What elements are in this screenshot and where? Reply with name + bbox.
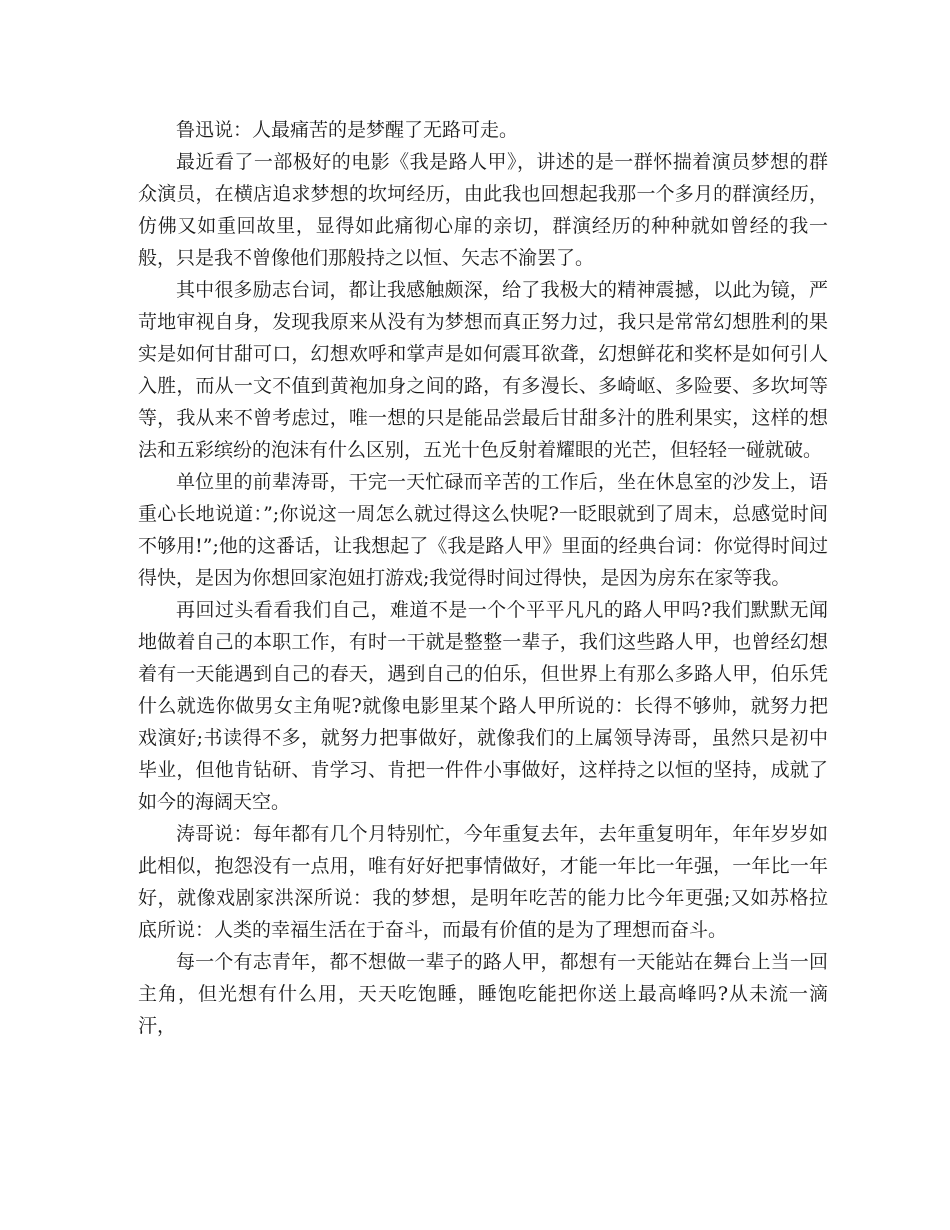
- paragraph: 最近看了一部极好的电影《我是路人甲》，讲述的是一群怀揣着演员梦想的群众演员，在横店追求梦想的坎坷经历，由此我也回想起我那一个多月的群演经历，仿佛又如重回故里，显得如此痛彻心扉的亲切，群演经历的种种就如曾经的我一般，只是我不曾像他们那般持之以恒、矢志不渝罢了。: [138, 151, 828, 269]
- document-body: [138, 114, 828, 1042]
- paragraph: 涛哥说：每年都有几个月特别忙，今年重复去年，去年重复明年，年年岁岁如此相似，抱怨没有一点用，唯有好好把事情做好，才能一年比一年强，一年比一年好，就像戏剧家洪深所说：我的梦想，是明年吃苦的能力比今年更强;又如苏格拉底所说：人类的幸福生活在于奋斗，而最有价值的是为了理想而奋斗。: [138, 823, 828, 941]
- paragraph: 每一个有志青年，都不想做一辈子的路人甲，都想有一天能站在舞台上当一回主角，但光想有什么用，天天吃饱睡，睡饱吃能把你送上最高峰吗?从未流一滴汗，: [138, 951, 828, 1037]
- paragraph: 再回过头看看我们自己，难道不是一个个平平凡凡的路人甲吗?我们默默无闻地做着自己的本职工作，有时一干就是整整一辈子，我们这些路人甲，也曾经幻想着有一天能遇到自己的春天，遇到自己的伯乐，但世界上有那么多路人甲，伯乐凭什么就选你做男女主角呢?就像电影里某个路人甲所说的：长得不够帅，就努力把戏演好;书读得不多，就努力把事做好，就像我们的上属领导涛哥，虽然只是初中毕业，但他肯钻研、肯学习、肯把一件件小事做好，这样持之以恒的坚持，成就了如今的海阔天空。: [138, 599, 828, 813]
- paragraph: 鲁迅说：人最痛苦的是梦醒了无路可走。: [176, 119, 519, 141]
- paragraph: 其中很多励志台词，都让我感触颇深，给了我极大的精神震撼，以此为镜，严苛地审视自身，发现我原来从没有为梦想而真正努力过，我只是常常幻想胜利的果实是如何甘甜可口，幻想欢呼和掌声是如何震耳欲聋，幻想鲜花和奖杯是如何引人入胜，而从一文不值到黄袍加身之间的路，有多漫长、多崎岖、多险要、多坎坷等等，我从来不曾考虑过，唯一想的只是能品尝最后甘甜多汁的胜利果实，这样的想法和五彩缤纷的泡沫有什么区别，五光十色反射着耀眼的光芒，但轻轻一碰就破。: [138, 279, 828, 461]
- paragraph: 单位里的前辈涛哥，干完一天忙碌而辛苦的工作后，坐在休息室的沙发上，语重心长地说道：”;你说这一周怎么就过得这么快呢?一眨眼就到了周末，总感觉时间不够用!”;他的这番话，让我想起了《我是路人甲》里面的经典台词：你觉得时间过得快，是因为你想回家泡妞打游戏;我觉得时间过得快，是因为房东在家等我。: [138, 471, 828, 589]
